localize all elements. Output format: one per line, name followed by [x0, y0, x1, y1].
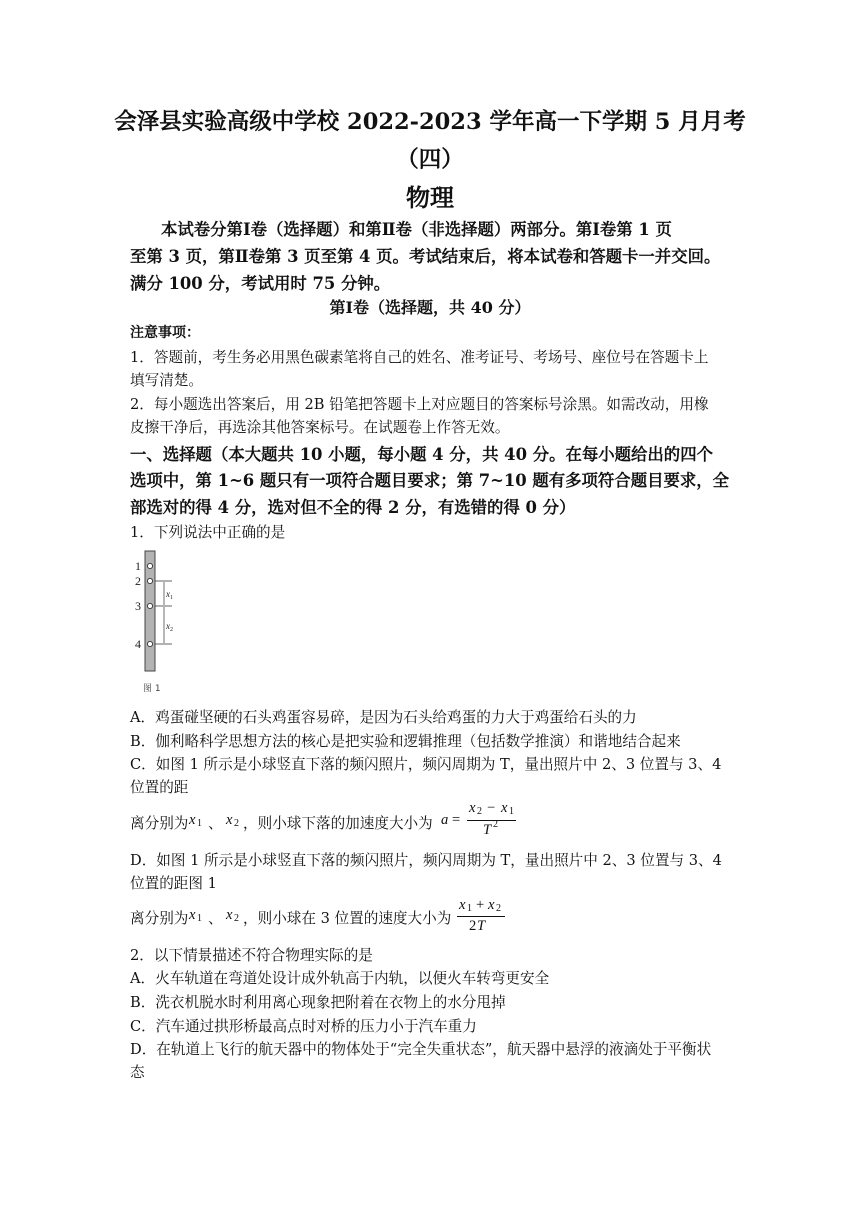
fig-label-2: 2 [135, 574, 141, 588]
c-a: a [441, 812, 449, 828]
q1-option-d-line2: 位置的距图 1 [130, 875, 217, 892]
q1-option-d-line3-pre: 离分别为 [130, 910, 189, 927]
q2-option-b: B．洗衣机脱水时利用离心现象把附着在衣物上的水分甩掉 [130, 994, 506, 1011]
d-num-x1-sub: 1 [467, 903, 472, 914]
q1-option-c-line3-post: ，则小球下落的加速度大小为 [243, 815, 433, 832]
d-num-x2-sub: 2 [496, 903, 501, 914]
intro-line2: 至第 3 页，第Ⅱ卷第 3 页至第 4 页。考试结束后，将本试卷和答题卡一并交回。 [130, 247, 721, 266]
d-x2-sub: 2 [234, 913, 239, 924]
d-x1: x [189, 907, 196, 923]
q2-stem: 2．以下情景描述不符合物理实际的是 [130, 947, 373, 964]
strobe-photo-figure [126, 546, 196, 696]
c-x1-sub: 1 [197, 818, 202, 829]
c-den-sq: 2 [493, 819, 498, 830]
q2-option-a: A．火车轨道在弯道处设计成外轨高于内轨，以便火车转弯更安全 [130, 970, 550, 987]
q1-option-c-line3-pre: 离分别为 [130, 815, 189, 832]
q1-option-d-line3-post: ，则小球在 3 位置的速度大小为 [243, 910, 452, 927]
subject-title: 物理 [406, 183, 454, 212]
fig-label-4: 4 [135, 637, 141, 651]
intro-line3: 满分 100 分，考试用时 75 分钟。 [130, 274, 391, 293]
notice-heading: 注意事项： [130, 325, 200, 341]
d-fraction-bar [457, 916, 505, 917]
q2-option-c: C．汽车通过拱形桥最高点时对桥的压力小于汽车重力 [130, 1018, 477, 1035]
c-num-x2-sub: 2 [477, 806, 482, 817]
fig-label-x1: $x_1$ [166, 589, 173, 601]
d-num-x1: x [459, 897, 466, 913]
notice-item1-line2: 填写清楚。 [130, 372, 203, 389]
d-den-T: T [477, 918, 486, 934]
q1-option-c-line2: 位置的距 [130, 779, 189, 796]
d-x2: x [226, 907, 233, 923]
notice-item2-line1: 2．每小题选出答案后，用 2B 铅笔把答题卡上对应题目的答案标号涂黑。如需改动，用橡 [130, 396, 709, 413]
c-num-x1-sub: 1 [509, 806, 514, 817]
q1-option-a: A．鸡蛋碰坚硬的石头鸡蛋容易碎，是因为石头给鸡蛋的力大于鸡蛋给石头的力 [130, 709, 637, 726]
exam-title-line2: （四） [396, 147, 464, 173]
notice-item1-line1: 1．答题前，考生务必用黑色碳素笔将自己的姓名、准考证号、考场号、座位号在答题卡上 [130, 349, 709, 366]
q1-stem: 1．下列说法中正确的是 [130, 524, 286, 541]
part1-heading: 第Ⅰ卷（选择题，共 40 分） [329, 298, 531, 317]
c-x1: x [189, 812, 196, 828]
d-num-plus: + [476, 897, 485, 913]
c-num-x1: x [501, 800, 508, 816]
c-x2: x [226, 812, 233, 828]
section1-line2: 选项中，第 1~6 题只有一项符合题目要求；第 7~10 题有多项符合题目要求，全 [130, 471, 730, 490]
c-comma: 、 [208, 815, 223, 832]
q1-option-d-line1: D．如图 1 所示是小球竖直下落的频闪照片，频闪周期为 T，量出照片中 2、3 位置与 3、4 [130, 852, 722, 869]
fig-label-x2: $x_2$ [166, 621, 173, 633]
c-x2-sub: 2 [234, 818, 239, 829]
fig-label-3: 3 [135, 599, 141, 613]
intro-line1: 本试卷分第Ⅰ卷（选择题）和第Ⅱ卷（非选择题）两部分。第Ⅰ卷第 1 页 [161, 220, 672, 239]
d-num-x2: x [488, 897, 495, 913]
q1-option-b: B．伽利略科学思想方法的核心是把实验和逻辑推理（包括数学推演）和谐地结合起来 [130, 733, 681, 750]
q2-option-d-line2: 态 [130, 1064, 145, 1081]
c-num-minus: − [487, 800, 496, 816]
q2-option-d-line1: D．在轨道上飞行的航天器中的物体处于“完全失重状态”，航天器中悬浮的液滴处于平衡状 [130, 1041, 712, 1058]
c-num-x2: x [469, 800, 476, 816]
c-fraction-bar [467, 820, 516, 821]
d-comma: 、 [208, 910, 223, 927]
fig-label-1: 1 [135, 559, 141, 573]
section1-line3: 部选对的得 4 分，选对但不全的得 2 分，有选错的得 0 分） [130, 498, 576, 517]
section1-line1: 一、选择题（本大题共 10 小题，每小题 4 分，共 40 分。在每小题给出的四个 [130, 445, 713, 464]
d-x1-sub: 1 [197, 913, 202, 924]
c-eq: = [452, 812, 461, 828]
notice-item2-line2: 皮擦干净后，再选涂其他答案标号。在试题卷上作答无效。 [130, 419, 510, 436]
q1-option-c-line1: C．如图 1 所示是小球竖直下落的频闪照片，频闪周期为 T，量出照片中 2、3 位置与 3、4 [130, 756, 722, 773]
d-den-2: 2 [469, 918, 477, 934]
fig-caption: 图 1 [143, 684, 161, 694]
c-den-T: T [483, 822, 492, 838]
exam-title-line1: 会泽县实验高级中学校 2022-2023 学年高一下学期 5 月月考 [114, 109, 746, 135]
